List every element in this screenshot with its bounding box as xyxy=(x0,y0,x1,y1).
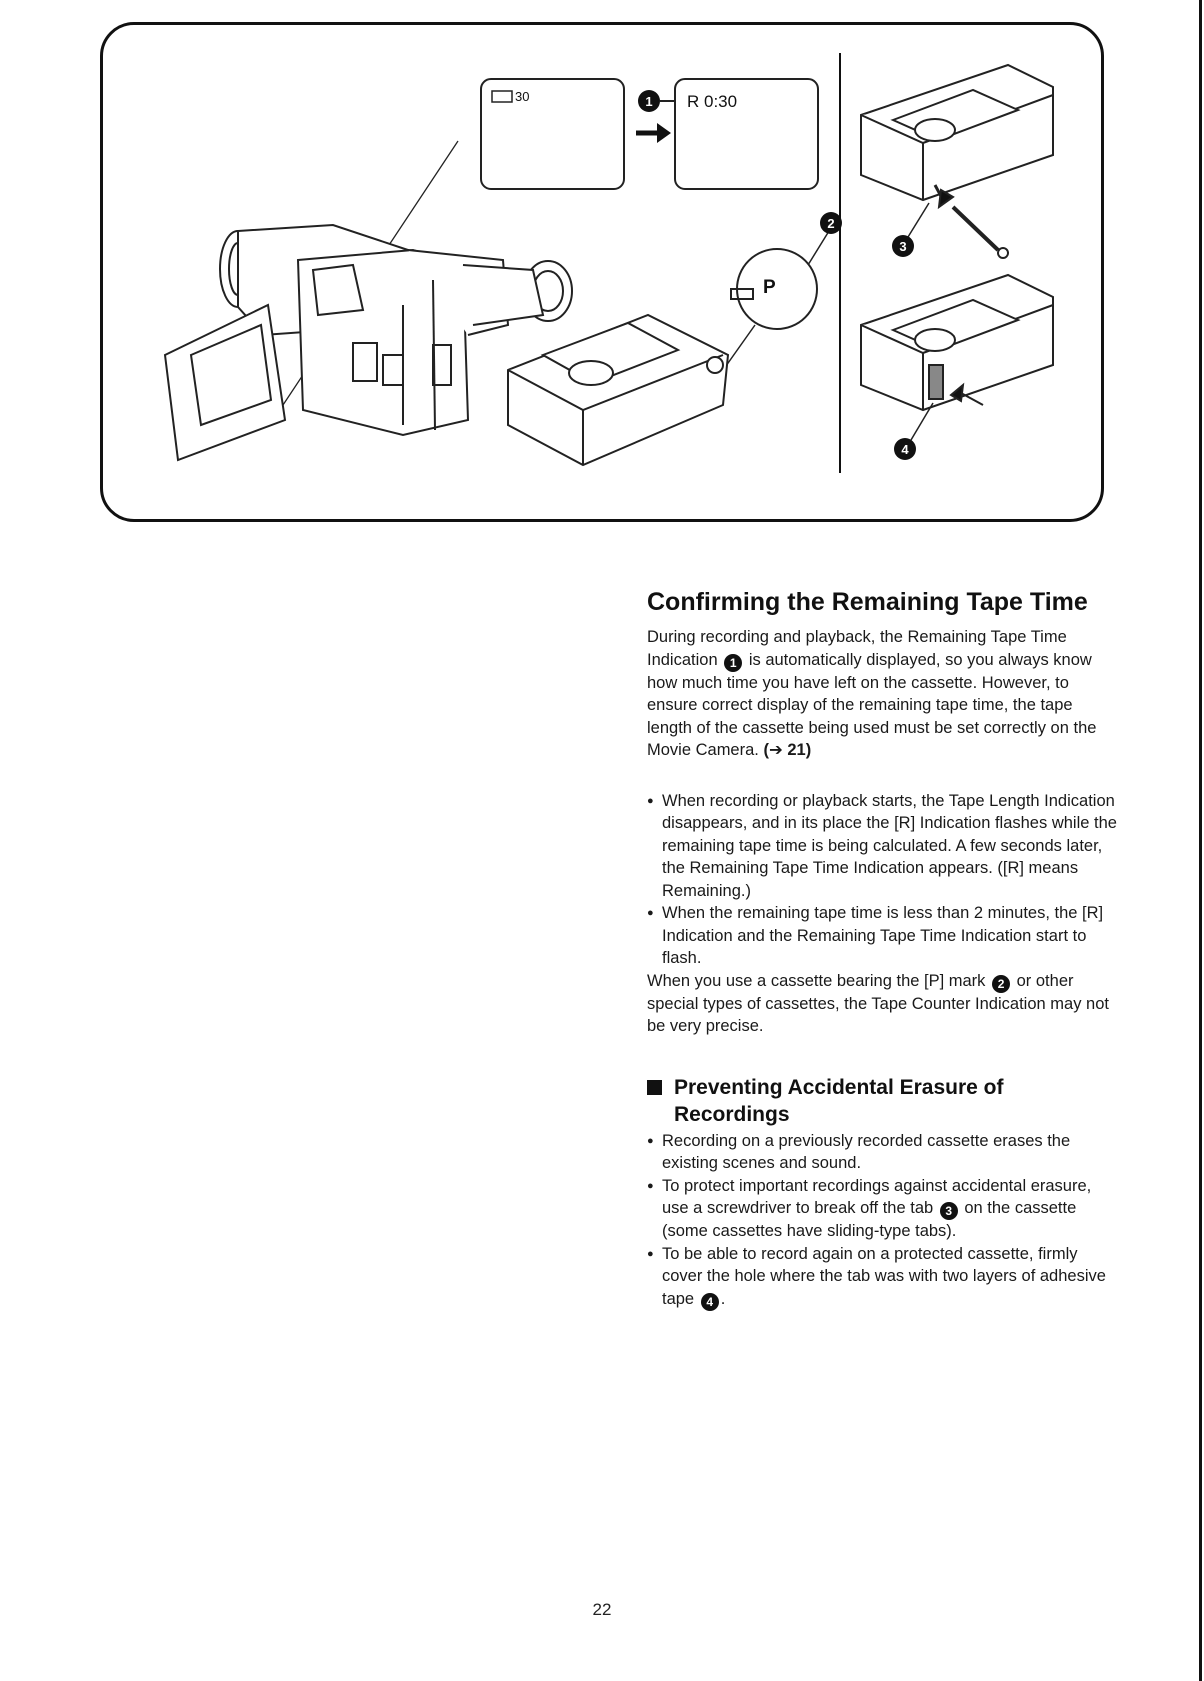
erasure-notes xyxy=(647,1130,1117,1311)
article xyxy=(647,586,1117,1311)
list-item xyxy=(647,1175,1117,1243)
erase-text-2b: on the cassette (some cassettes have sliding-type tabs). xyxy=(662,1199,1077,1240)
illustration-frame xyxy=(100,22,1104,522)
intro-paragraph xyxy=(647,626,1117,762)
cassette-tape-cover-drawing xyxy=(861,275,1053,410)
lcd-screen-before xyxy=(481,79,624,189)
erase-text-3b: . xyxy=(720,1289,726,1308)
marker-1-label: 1 xyxy=(645,94,653,109)
marker-1-inline: 1 xyxy=(724,654,742,672)
marker-3-label: 3 xyxy=(899,239,907,254)
section-heading xyxy=(647,1074,1117,1128)
pmark-text-1: When you use a cassette bearing the [P] mark xyxy=(647,971,986,990)
list-item: ● When the remaining tape time is less than 2 minutes, the [R] Indication and the Remaining Tape Time Indication start to flash. xyxy=(647,902,1117,970)
intro-text-2: is automatically displayed, so you always know how much time you have left on the cassette. However, to ensure correct display of the remaining tape time, the tape length of the cassette being used must be set correctly on the Movie Camera. xyxy=(647,650,1097,759)
page-title: Confirming the Remaining Tape Time xyxy=(647,588,1088,616)
page-number: 22 xyxy=(592,1600,612,1619)
illustration xyxy=(103,25,1107,525)
marker-3-inline: 3 xyxy=(940,1202,958,1220)
marker-4-label: 4 xyxy=(901,442,909,457)
square-bullet-icon xyxy=(647,1080,662,1095)
cassette-tab-break-drawing xyxy=(861,65,1053,258)
right-arrow-icon xyxy=(636,123,671,143)
page-reference: (➔ 21) xyxy=(763,741,812,759)
pmark-paragraph xyxy=(647,970,1117,1038)
pmark-text-2: or other special types of cassettes, the Tape Counter Indication may not be very precise. xyxy=(647,971,1109,1035)
remaining-time-notes xyxy=(647,790,1117,970)
page-edge-rule xyxy=(1199,0,1202,1681)
marker-2-inline: 2 xyxy=(992,975,1010,993)
section-heading-text: Preventing Accidental Erasure of Recordings xyxy=(674,1075,1004,1126)
p-mark-label: P xyxy=(763,277,776,298)
marker-4-inline: 4 xyxy=(701,1293,719,1311)
list-item: ● Recording on a previously recorded cassette erases the existing scenes and sound. xyxy=(647,1130,1117,1175)
list-item: ● When recording or playback starts, the Tape Length Indication disappears, and in its place the [R] Indication flashes while the remaining tape time is being calculated. A few seconds later, the Remaining Tape Time Indication appears. ([R] means Remaining.) xyxy=(647,790,1117,903)
cassette-drawing xyxy=(508,315,728,465)
list-item xyxy=(647,1243,1117,1311)
marker-2-label: 2 xyxy=(827,216,835,231)
erase-text-2a: To protect important recordings against accidental erasure, use a screwdriver to break off the tab xyxy=(662,1176,1092,1217)
intro-text-1: During recording and playback, the Remaining Tape Time Indication xyxy=(647,628,1067,669)
remaining-time-readout: R 0:30 xyxy=(687,92,738,111)
tape-length-readout: 30 xyxy=(515,89,530,104)
erase-text-3a: To be able to record again on a protected cassette, firmly cover the hole where the tab was with two layers of adhesive tape xyxy=(662,1244,1106,1308)
